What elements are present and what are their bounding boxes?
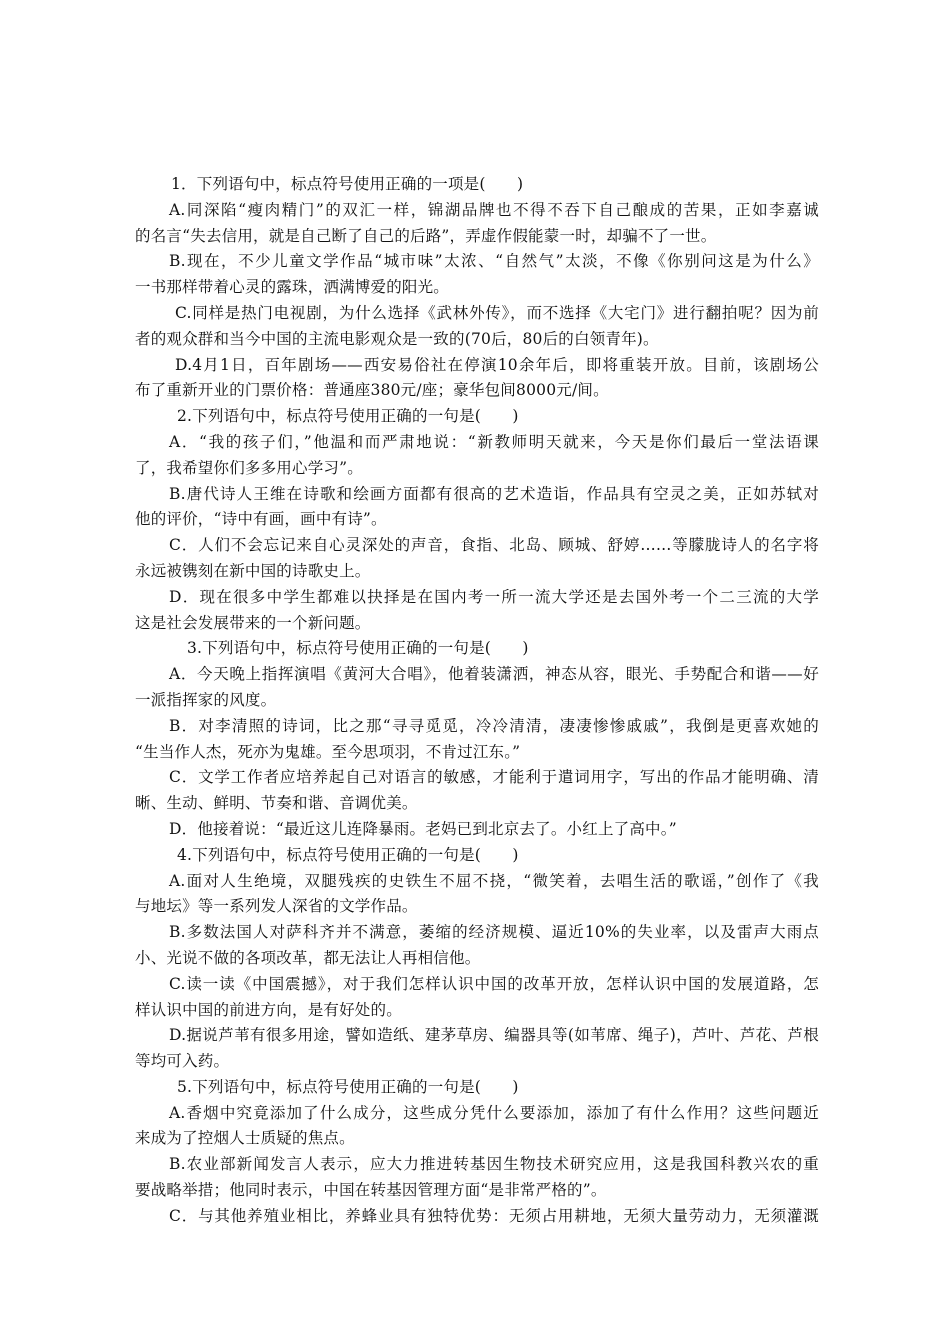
option-d: [133, 817, 819, 843]
option-line: D．他接着说：“最近这儿连降暴雨。老妈已到北京去了。小红上了高中。”: [169, 819, 677, 838]
option-line: 布了重新开业的门票价格：普通座380元/座；豪华包间8000元/间。: [135, 381, 609, 400]
option-line: 小、光说不做的各项改革，都无法让人再相信他。: [135, 948, 481, 967]
question-stem: 5.下列语句中，标点符号使用正确的一句是( ): [177, 1077, 519, 1096]
option-line: D.据说芦苇有很多用途，譬如造纸、建茅草房、编器具等(如苇席、绳子)，芦叶、芦花、芦根: [169, 1026, 819, 1045]
option-line: A.香烟中究竟添加了什么成分，这些成分凭什么要添加，添加了有什么作用？这些问题近: [169, 1103, 819, 1122]
option-a: [133, 430, 819, 482]
option-c: [133, 1204, 819, 1230]
option-c: [133, 533, 819, 585]
option-d: [133, 1023, 819, 1075]
option-line: B.多数法国人对萨科齐并不满意，萎缩的经济规模、逼近10%的失业率，以及雷声大雨点: [169, 923, 819, 942]
question-stem: 3.下列语句中，标点符号使用正确的一句是( ): [187, 639, 529, 658]
option-d: [133, 353, 819, 405]
question-stem: 2.下列语句中，标点符号使用正确的一句是( ): [177, 407, 519, 426]
question-5: [133, 1075, 819, 1230]
option-c: [133, 765, 819, 817]
option-line: C.同样是热门电视剧，为什么选择《武林外传》，而不选择《大宅门》进行翻拍呢？因为前: [175, 303, 819, 322]
option-line: 者的观众群和当今中国的主流电影观众是一致的(70后，80后的白领青年)。: [135, 329, 659, 348]
option-line: 永远被镌刻在新中国的诗歌史上。: [135, 561, 371, 580]
option-line: B．对李清照的诗词，比之那“寻寻觅觅，冷冷清清，凄凄惨惨戚戚”，我倒是更喜欢她的: [169, 716, 819, 735]
option-line: A.面对人生绝境，双腿残疾的史铁生不屈不挠，“微笑着，去唱生活的歌谣，”创作了《我: [169, 871, 819, 890]
option-line: B.农业部新闻发言人表示，应大力推进转基因生物技术研究应用，这是我国科教兴农的重: [169, 1155, 819, 1174]
option-line: 与地坛》等一系列发人深省的文学作品。: [135, 897, 418, 916]
option-c: [133, 301, 819, 353]
option-line: A.同深陷“瘦肉精门”的双汇一样，锦湖品牌也不得不吞下自己酿成的苦果，正如李嘉诚: [169, 200, 819, 219]
option-d: [133, 585, 819, 637]
option-line: B.现在，不少儿童文学作品“城市味”太浓、“自然气”太淡，不像《你别问这是为什么》: [169, 252, 819, 271]
question-stem: 1．下列语句中，标点符号使用正确的一项是( ): [171, 175, 524, 193]
option-line: 晰、生动、鲜明、节奏和谐、音调优美。: [135, 794, 418, 813]
question-3: [133, 636, 819, 842]
option-line: D.4月1日，百年剧场——西安易俗社在停演10余年后，即将重装开放。目前，该剧场公: [175, 355, 819, 374]
question-4: [133, 843, 819, 1075]
option-b: [133, 714, 819, 766]
option-line: 一书那样带着心灵的露珠，洒满博爱的阳光。: [135, 278, 450, 297]
option-line: 的名言“失去信用，就是自己断了自己的后路”，弄虚作假能蒙一时，却骗不了一世。: [135, 226, 717, 245]
option-line: 一派指挥家的风度。: [135, 690, 277, 709]
question-1: [133, 172, 819, 404]
option-b: [133, 249, 819, 301]
option-b: [133, 482, 819, 534]
option-line: 这是社会发展带来的一个新问题。: [135, 613, 371, 632]
question-stem: 4.下列语句中，标点符号使用正确的一句是( ): [177, 845, 519, 864]
option-a: [133, 869, 819, 921]
option-line: 来成为了控烟人士质疑的焦点。: [135, 1129, 355, 1148]
option-line: 了，我希望你们多多用心学习”。: [135, 458, 363, 477]
option-line: 他的评价，“诗中有画，画中有诗”。: [135, 510, 387, 529]
option-line: D．现在很多中学生都难以抉择是在国内考一所一流大学还是去国外考一个二三流的大学: [169, 587, 819, 606]
option-a: [133, 198, 819, 250]
document-body: [133, 172, 819, 1230]
option-line: C．人们不会忘记来自心灵深处的声音，食指、北岛、顾城、舒婷……等朦胧诗人的名字将: [169, 536, 819, 555]
option-line: “生当作人杰，死亦为鬼雄。至今思项羽，不肯过江东。”: [135, 742, 521, 761]
question-2: [133, 404, 819, 636]
option-line: B.唐代诗人王维在诗歌和绘画方面都有很高的艺术造诣，作品具有空灵之美，正如苏轼对: [169, 484, 819, 503]
option-line: A．“我的孩子们，”他温和而严肃地说：“新教师明天就来，今天是你们最后一堂法语课: [169, 432, 819, 451]
option-line: A．今天晚上指挥演唱《黄河大合唱》，他着装潇洒，神态从容，眼光、手势配合和谐——好: [169, 665, 819, 684]
option-c: [133, 972, 819, 1024]
option-line: 样认识中国的前进方向，是有好处的。: [135, 1000, 402, 1019]
option-line: 要战略举措；他同时表示，中国在转基因管理方面“是非常严格的”。: [135, 1181, 607, 1200]
option-a: [133, 662, 819, 714]
option-line: 等均可入药。: [135, 1052, 230, 1071]
option-b: [133, 1152, 819, 1204]
option-line: C.读一读《中国震撼》，对于我们怎样认识中国的改革开放，怎样认识中国的发展道路，怎: [169, 974, 819, 993]
option-line: C．与其他养殖业相比，养蜂业具有独特优势：无须占用耕地，无须大量劳动力，无须灌溉: [169, 1206, 819, 1225]
option-b: [133, 920, 819, 972]
option-line: C．文学工作者应培养起自己对语言的敏感，才能利于遣词用字，写出的作品才能明确、清: [169, 768, 819, 787]
option-a: [133, 1101, 819, 1153]
